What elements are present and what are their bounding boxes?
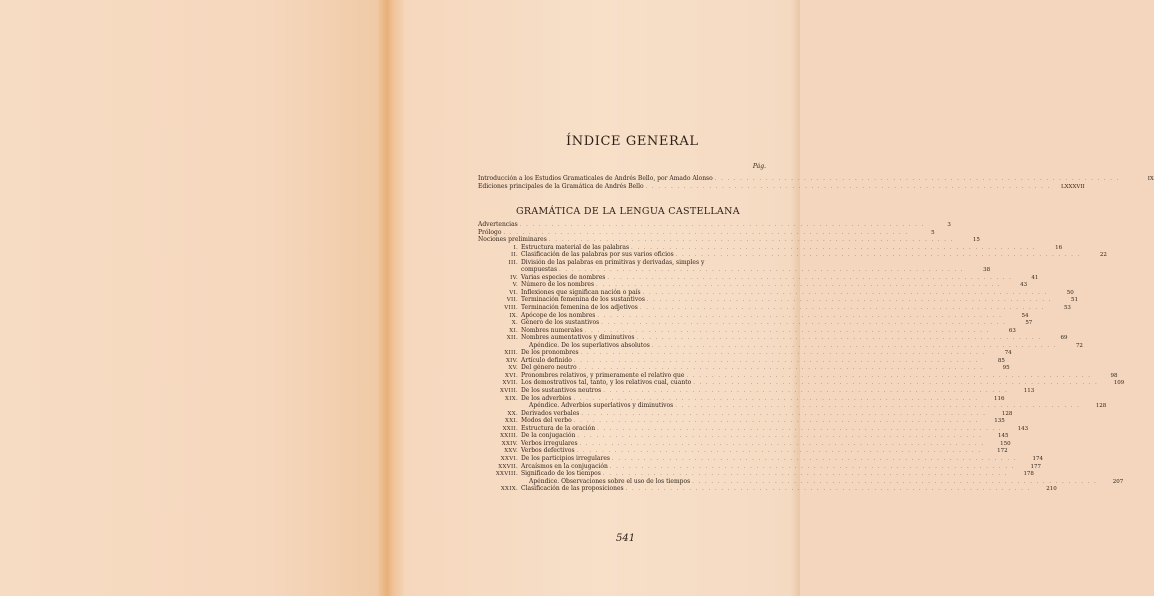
toc-entry	[478, 402, 1107, 410]
entry-page: 63	[1008, 327, 1016, 334]
toc-entry	[478, 251, 1107, 259]
toc-entry	[478, 485, 1057, 493]
leader-dots	[693, 380, 1098, 388]
leader-dots	[504, 230, 909, 238]
entry-title: Verbos defectivos	[521, 447, 575, 455]
entry-title: Terminación femenina de los adjetivos	[521, 304, 638, 312]
entry-page: 69	[1060, 335, 1068, 342]
chapter-number: XVII.	[502, 380, 518, 387]
entry-page: 85	[997, 357, 1005, 364]
page-number: 541	[616, 533, 636, 544]
chapter-number: X.	[511, 320, 518, 327]
toc-entry	[478, 349, 1012, 357]
entry-page: 16	[1055, 244, 1063, 251]
entry-title: Estructura material de las palabras	[521, 243, 630, 251]
toc-entry	[478, 296, 1078, 304]
entry-title: De los sustantivos neutros	[521, 387, 602, 395]
toc-entry	[478, 182, 1085, 191]
entry-page: 210	[1046, 486, 1057, 493]
entry-page: 109	[1113, 380, 1125, 387]
chapter-number: V.	[512, 282, 518, 289]
toc-entry	[478, 387, 1035, 395]
toc-entry	[478, 371, 1118, 380]
entry-title: Estructura de la oración	[521, 424, 596, 432]
leader-dots	[581, 350, 986, 358]
leader-dots	[559, 267, 964, 275]
section-subtitle: GRAMÁTICA DE LA LENGUA CASTELLANA	[516, 206, 740, 217]
entry-page: 57	[1025, 320, 1033, 327]
toc-entry	[478, 259, 766, 267]
entry-page: 150	[1000, 440, 1011, 447]
chapter-number: II.	[511, 252, 518, 259]
entry-title: Apócope de los nombres	[521, 311, 596, 319]
leader-dots	[675, 403, 1080, 411]
chapter-number: XI.	[509, 327, 518, 334]
leader-dots	[596, 282, 1001, 290]
toc-entry	[478, 394, 1005, 403]
entry-page: 128	[1095, 403, 1107, 410]
chapter-number: XXIV.	[501, 440, 518, 447]
entry-page: 51	[1070, 297, 1078, 304]
chapter-number: IV.	[510, 274, 518, 281]
leader-dots	[581, 411, 986, 419]
entry-page: 72	[1075, 342, 1083, 349]
entry-page: 95	[1002, 365, 1010, 372]
entry-title: Prólogo	[478, 228, 502, 236]
entry-title: Del género neutro	[521, 364, 577, 372]
entry-page: 174	[1032, 455, 1044, 462]
entry-page: 116	[994, 395, 1005, 402]
leader-dots	[577, 448, 982, 456]
leader-dots	[597, 313, 1002, 321]
leader-dots	[577, 433, 982, 441]
entry-title: Clasificación de las proposiciones	[521, 485, 624, 493]
leader-dots	[597, 426, 1002, 434]
entry-page: 50	[1066, 289, 1074, 296]
toc-entry	[478, 454, 1044, 463]
toc-entry	[478, 432, 1009, 440]
entry-title: Apéndice. Adverbios superlativos y diminutivos	[529, 402, 674, 410]
toc-entry	[478, 175, 1154, 183]
entry-page: 41	[1031, 274, 1039, 281]
toc-entry	[478, 356, 1005, 365]
leader-dots	[646, 184, 1051, 192]
leader-dots	[603, 388, 1008, 396]
entry-title: Varias especies de nombres	[521, 273, 606, 281]
entry-title: Apéndice. De los superlativos absolutos	[529, 341, 650, 349]
toc-entry	[478, 281, 1028, 289]
entry-page: 38	[983, 267, 991, 274]
leader-dots	[640, 305, 1045, 313]
entry-page: 22	[1099, 252, 1107, 259]
entry-title: Clasificación de las palabras por sus varios oficios	[521, 251, 674, 259]
leader-dots	[580, 441, 985, 449]
entry-title: De la conjugación	[521, 432, 576, 440]
toc-entry	[478, 447, 1008, 455]
entry-page: 178	[1023, 471, 1034, 478]
chapter-number: III.	[508, 259, 518, 266]
entry-title: De los adverbios	[521, 394, 572, 402]
entry-title: Artículo definido	[521, 356, 572, 364]
entry-title: De los participios irregulares	[521, 454, 610, 462]
chapter-number: XXVI.	[500, 455, 518, 462]
chapter-number: XV.	[508, 365, 518, 372]
leader-dots	[631, 245, 1036, 253]
chapter-number: VIII.	[504, 305, 518, 312]
entry-title: De los pronombres	[521, 349, 579, 357]
entry-page: 172	[997, 448, 1008, 455]
left-page-blank	[0, 0, 388, 596]
chapter-number: XIV.	[505, 357, 518, 364]
leader-dots	[652, 343, 1057, 351]
entry-title: compuestas	[521, 266, 558, 274]
entry-page: 145	[997, 433, 1009, 440]
entry-page: 177	[1030, 463, 1041, 470]
toc-entries	[478, 221, 1125, 493]
leader-dots	[636, 335, 1041, 343]
entry-title: Nociones preliminares	[478, 236, 547, 244]
chapter-number: I.	[513, 244, 518, 251]
entry-title: Arcaísmos en la conjugación	[521, 462, 608, 470]
toc-entry	[478, 379, 1125, 387]
book-gutter	[378, 0, 404, 596]
toc-entry	[478, 334, 1068, 342]
entry-page: 54	[1021, 312, 1029, 319]
toc-entry	[478, 409, 1013, 418]
leader-dots	[520, 222, 925, 230]
entry-page: 98	[1110, 372, 1118, 379]
entry-title: Terminación femenina de los sustantivos	[521, 296, 645, 304]
entry-page: 74	[1004, 350, 1012, 357]
toc-entry	[478, 424, 1029, 433]
leader-dots	[715, 176, 1120, 184]
leader-dots	[643, 290, 1048, 298]
entry-title: Número de los nombres	[521, 281, 595, 289]
entry-page: 128	[1001, 410, 1013, 417]
toc-title: ÍNDICE GENERAL	[566, 134, 699, 149]
toc-entry	[478, 266, 991, 274]
chapter-number: XIX.	[505, 395, 518, 402]
entry-page: 135	[994, 418, 1005, 425]
toc-entry	[478, 470, 1034, 478]
entry-page: 143	[1017, 425, 1029, 432]
leader-dots	[647, 297, 1052, 305]
entry-title: Nombres numerales	[521, 326, 583, 334]
toc-entry	[478, 221, 951, 229]
intro-entries	[478, 175, 1154, 190]
toc-entry	[478, 462, 1041, 471]
leader-dots	[585, 328, 990, 336]
toc-entry	[478, 243, 1063, 252]
chapter-number: IX.	[509, 312, 518, 319]
leader-dots	[574, 418, 979, 426]
toc-entry	[478, 288, 1074, 297]
toc-entry	[478, 341, 1083, 350]
toc-entry	[478, 477, 1124, 486]
leader-dots	[574, 358, 979, 366]
toc-entry	[478, 311, 1029, 320]
entry-page: LXXXVII	[1060, 183, 1085, 190]
leader-dots	[692, 479, 1097, 487]
leader-dots	[607, 275, 1012, 283]
entry-page: 53	[1063, 305, 1071, 312]
entry-title: Los demostrativos tal, tanto, y los relativos cual, cuanto	[521, 379, 692, 387]
toc-entry	[478, 273, 1039, 282]
entry-title: Apéndice. Observaciones sobre el uso de los tiempos	[529, 477, 691, 485]
chapter-number: XXIX.	[500, 486, 518, 493]
leader-dots	[626, 486, 1031, 494]
entry-title: Ediciones principales de la Gramática de Andrés Bello	[478, 182, 644, 190]
toc-entry	[478, 439, 1011, 448]
entry-title: Modos del verbo	[521, 417, 572, 425]
entry-title: Introducción a los Estudios Gramaticales de Andrés Bello, por Amado Alonso	[478, 175, 713, 182]
chapter-number: XIII.	[504, 350, 518, 357]
leader-dots	[601, 320, 1006, 328]
leader-dots	[610, 464, 1015, 472]
entry-page: 207	[1112, 478, 1124, 485]
chapter-number: VI.	[509, 289, 518, 296]
leader-dots	[686, 373, 1091, 381]
toc-entry	[478, 236, 980, 244]
entry-page: IX	[1147, 176, 1154, 182]
entry-title: Verbos irregulares	[521, 439, 578, 447]
entry-title: Pronombres relativos, y primeramente el relativo que	[521, 371, 685, 379]
toc-entry	[478, 417, 1005, 425]
entry-page: 3	[947, 222, 951, 228]
leader-dots	[676, 252, 1081, 260]
chapter-number: XVI.	[504, 372, 518, 379]
chapter-number: XXIII.	[500, 433, 518, 440]
chapter-number: XXVII.	[498, 463, 518, 470]
page-column-label: Pág.	[752, 163, 766, 170]
entry-title: Significado de los tiempos	[521, 470, 601, 478]
toc-entry	[478, 319, 1033, 327]
entry-title: Género de los sustantivos	[521, 319, 600, 327]
entry-page: 5	[931, 229, 935, 236]
chapter-number: XXI.	[505, 418, 518, 425]
entry-page: 43	[1020, 282, 1028, 289]
leader-dots	[612, 456, 1017, 464]
entry-title: Advertencias	[478, 221, 518, 228]
entry-page: 113	[1023, 388, 1035, 395]
chapter-number: XXV.	[504, 448, 518, 455]
chapter-number: VII.	[506, 297, 518, 304]
entry-title: División de las palabras en primitivas y derivadas, simples y	[521, 258, 705, 266]
chapter-number: XXII.	[502, 425, 518, 432]
entry-title: Inflexiones que significan nación o país	[521, 288, 641, 296]
entry-page: 15	[972, 237, 980, 244]
chapter-number: XII.	[506, 335, 518, 342]
chapter-number: XX.	[507, 410, 518, 417]
entry-title: Derivados verbales	[521, 409, 580, 417]
chapter-number: XVIII.	[500, 388, 518, 395]
toc-entry	[478, 364, 1010, 372]
entry-title: Nombres aumentativos y diminutivos	[521, 334, 635, 342]
toc-entry	[478, 304, 1071, 312]
chapter-number: XXVIII.	[495, 471, 518, 478]
toc-entry	[478, 228, 935, 237]
toc-entry	[478, 326, 1016, 335]
